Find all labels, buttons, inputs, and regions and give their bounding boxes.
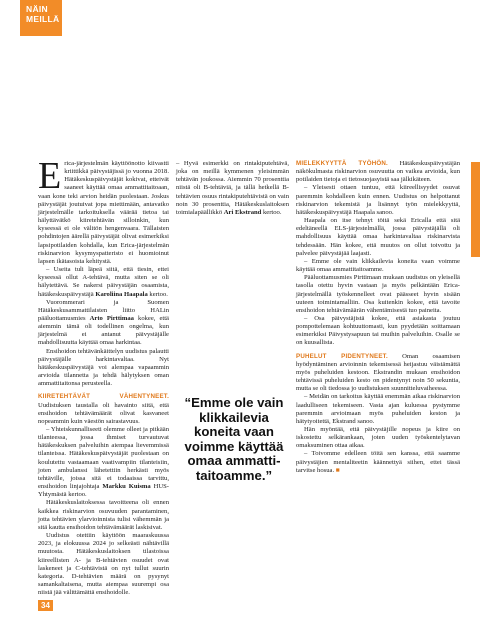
paragraph: Uudistus otettiin käyttöön maaraskuussa 2023, ja elokuussa 2024 jo selkeästi nähtävillä muutosta. Hätäkeskuslaitoksen tilastoissa kiireellisten A- ja B-tehtävien osuudet ovat laskeneet ja C-tehtävistä on nyt tullut suurin kategoria. D-tehtävien määrä on pysynyt samankaltaisena, mutta aiempaa suurempi osa niistä jää välittämättä ensihoidolle. bbox=[38, 532, 169, 597]
subheading-paragraph: KIIRETEHTÄVÄT VÄHENTYNEET. Uudistuksen taustalla oli havainto siitä, että ensihoidon tehtävämäärät olivat kasvaneet nopeammin kuin väestön sairastavuus. bbox=[38, 393, 169, 425]
paragraph: Hän myöntää, että päivystäjille nopeus ja kiire on iskostettu selkärankaan, joten uuden työskentelytavan omaksuminen ottaa aikaa. bbox=[296, 426, 460, 450]
paragraph: Hätäkeskuslaitoksessa tavoitteena oli ennen kaikkea riskinarvion osuvuuden parantaminen, jotta tehtävien ylarvioinnista tulisi vähemmän ja sitä kautta ensihoidon tehtävämäärät laskisivat. bbox=[38, 499, 169, 531]
section-tag-line1: NÄIN bbox=[26, 4, 48, 14]
pull-quote: “Emme ole vain klikkailevia koneita vaan voimme käyttää omaa ammatti-taitoamme.” bbox=[184, 395, 284, 483]
article-column-1 bbox=[38, 155, 169, 597]
paragraph: – Toivomme edelleen töitä sen kanssa, että saamme päivystäjien mentaliteetin käännettyä siihen, ettei tässä tarvitse hosua. ■ bbox=[296, 450, 460, 474]
paragraph: Ensihoidon tehtävänkäittelyn uudistus palautti päivystäjälle harkintavaltaa. Nyt hätäkeskuspäivystäjä voi alempaa vapaammin arvioida tilannetta ja tehdä hälytyksen oman ammattitaitonsa perusteella. bbox=[38, 347, 169, 388]
section-tag-line2: MEILLÄ bbox=[26, 14, 60, 24]
subheading: MIELEKKYYTTÄ TYÖHÖN. bbox=[296, 160, 388, 167]
subheading-paragraph: PUHELUT PIDENTYNEET. Oman osaamisen hyödyntäminen arvioinnin tekemisessä heijastuu väistämättä myös puheluiden kestoon. Ekstrandin mukaan ensihoidon tehtävissä puheluiden kesto on pidentynyt noin 50 sekuntia, mutta se oli tiedossa jo uudistuksen suunnitteluvaiheessa. bbox=[296, 352, 460, 393]
article-column-2 bbox=[176, 160, 289, 217]
end-mark-icon: ■ bbox=[335, 466, 340, 474]
drop-cap: E bbox=[38, 155, 62, 197]
subheading-paragraph: MIELEKKYYTTÄ TYÖHÖN. Hätäkeskuspäivystäjän näkökulmasta riskinarvion osuvuutta on vaikea arvioida, kun potilaiden tietoja ei tietosuojasyistä saa jälkikäteen. bbox=[296, 160, 460, 184]
intro-paragraph: Erica-järjestelmän käyttöönotto kiivastti kriittikkä päivystäjissä jo vuonna 2018. Hätäkeskuspäivystäjät kokivat, etteivät saaneet käyttää omaa ammattitaitoaan, vaan kone teki arvion heidän puolestaan. Joskus päivystäjät joutuivat jopa miettimään, antavatko järjestelmälle tarkoituksella väärää tietoa tai hälyttävätkö kiiretehtävän silloinkin, kun kyseessä ei ole välitön hengenvaara. Tällaisten pohdintojen äärellä päivystäjät olivat esimerkiksi lapsipotilaiden kohdalla, kun Erica-järjestelmän riskinarvion kysymyspatteristo ei huomioinut lapsen ikätasoista kehitystä. bbox=[38, 155, 169, 265]
page-number: 34 bbox=[38, 600, 53, 611]
paragraph: Vuorommerari ja Suomen Hätäkeskusammattilaisten liitto HALin pääluottamusmies Arto Pirttimaa kokee, että aiemmin tämä oli todellinen ongelma, kun järjestelmä ei antanut päivystäjälle mahdollisuutta käyttää omaa harkintaa. bbox=[38, 298, 169, 347]
paragraph: – Emme ole vain klikkailevia koneita vaan voimme käyttää omaa ammattitaitoamme. bbox=[296, 257, 460, 274]
side-color-strip bbox=[471, 162, 480, 257]
subheading: PUHELUT PIDENTYNEET. bbox=[296, 352, 388, 360]
paragraph: – Osa päivystäjistä kokee, että asiakasta joutuu pompottelemaan kohtuuttomasti, kun pyydetään soittamaan esimerkiksi Päivystysapuun tai muihin palveluihin. Osalle se on kuusallista. bbox=[296, 314, 460, 347]
section-tag bbox=[20, 0, 62, 36]
paragraph: – Meidän on tarkoitus käyttää enemmän aikaa riskinarvion laadulliseen tekemiseen. Vasta ajan kuluessa pystymme paremmin arvioimaan myös puheluiden keston ja hätytyoitettä, Ekstrand sanoo. bbox=[296, 393, 460, 425]
paragraph: – Yhteiskunnalliseeti olemme olleet ja pitkään tilanteessa, jossa ihmiset turvautuvat hätäkeskuksen palveluihin aiempaa lievemmissä tilanteissa. Hätäkeskuspäivystäjät puolestaan on koulutettu vastaamaan vaativampiin tilanteisiin, joten ambulanssi lähetettiin herkästi myös tehtäville, joissa sitä ei todaaissa tarvittu, ensihoidon linjajohtaja Markku Kuisma HUS-Yhtymästä kertoo. bbox=[38, 426, 169, 499]
paragraph: – Hyvä esimerkki on rintakiputehtävä, joka on meillä kymmenen yleisimmän tehtävän joukossa. Aiemmin 70 prosenttia niistä oli B-tehtäviä, ja tällä hetkellä B-tehtävien osuus rintakiputehtävistä on vain noin 30 prosenttia, Hätäkeskuslaitoksen toimialapäällikkö Ari Ekstrand kertoo. bbox=[176, 160, 289, 216]
paragraph: Haapala on itse tehnyt töitä sekä Ericalla että sitä edeltäneellä ELS-järjestelmällä, jossa päivystäjällä oli mahdollisuus käyttää omaa harkintavaltaa riskinarvista tehdessään. Hän kokee, että muutos on ollut toivottu ja palvelee päivystäjää laajasti. bbox=[296, 217, 460, 257]
paragraph: – Yleisesti ottaen tuntuu, että kiireellisyydet osuvat paremmin kohdalleen kuin ennen. Uudistus on helpottanut riskinarvion tekemistä ja lisännyt työn mielekkyyttä, hätäkeskuspäivystäjä Haapala sanoo. bbox=[296, 184, 460, 216]
paragraph: Pääluottamusmies Pirttimaan mukaan uudistus on yleisellä tasolla otettu hyvin vastaan ja myös pelkäntään Erica-järjestelmällä työskennelleet ovat päässeet hyvin sisään uuteen toimintamalliin. Osa kuitenkin kokee, että tavoite ensihoidon tehtävämäärän vähentämisestä tuo paineita. bbox=[296, 274, 460, 314]
paragraph: – Useita tuli läpeä siitä, että tiesin, ettei kyseessä ollut A-tehtävä, mutta siten se oli hälytettävä. Se nakersi päivystäjän osaamista, hätäkeskuspäivystäjä Karoliina Haapala kertoo. bbox=[38, 266, 169, 298]
article-column-3 bbox=[296, 160, 460, 475]
subheading: KIIRETEHTÄVÄT VÄHENTYNEET. bbox=[38, 393, 169, 401]
